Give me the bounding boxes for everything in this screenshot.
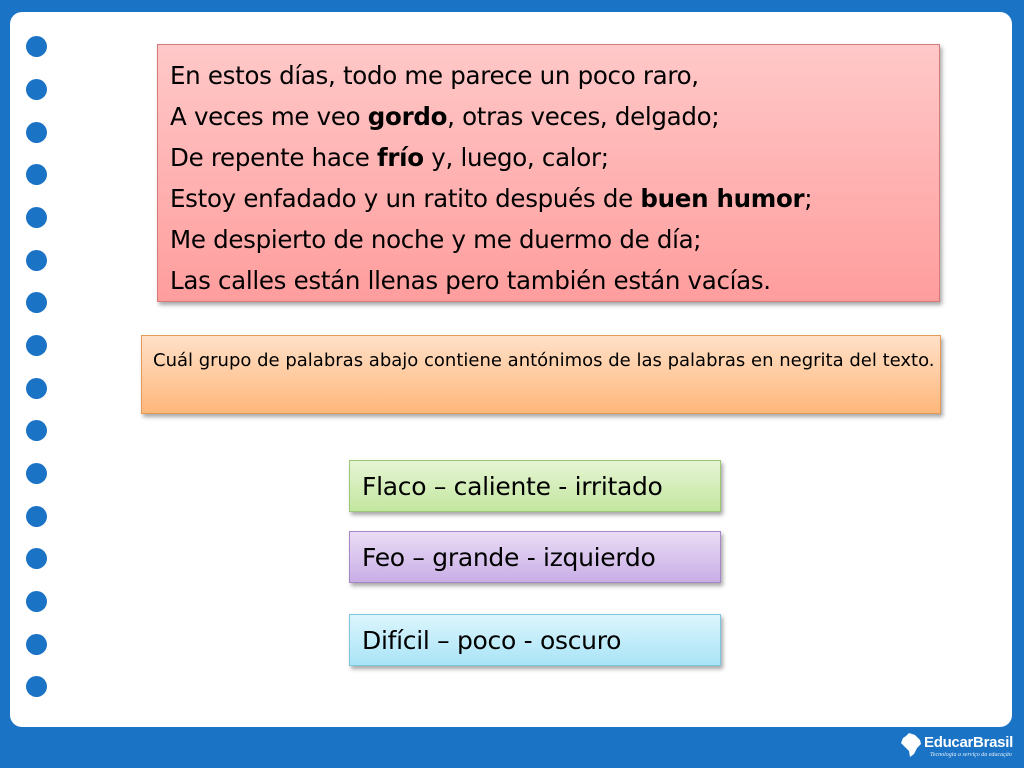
ring-dot-icon: [26, 676, 47, 697]
poem-line-2: [170, 96, 939, 137]
ring-dot-icon: [26, 463, 47, 484]
logo-tagline: Tecnologia a serviço da educação: [930, 752, 1012, 758]
poem-line-3-part-1: De repente hace: [170, 143, 378, 172]
poem-line-6: [170, 260, 939, 301]
ring-dot-icon: [26, 548, 47, 569]
brazil-map-icon: [900, 732, 922, 758]
poem-line-1: [170, 55, 939, 96]
ring-dot-icon: [26, 591, 47, 612]
ring-dot-icon: [26, 79, 47, 100]
ring-dot-icon: [26, 164, 47, 185]
poem-bold-word-buen-humor: buen humor: [640, 184, 805, 213]
poem-line-5: [170, 219, 939, 260]
answer-option-2[interactable]: [349, 531, 721, 583]
ring-dot-icon: [26, 634, 47, 655]
poem-line-3-part-3: y, luego, calor;: [423, 143, 609, 172]
educarbrasil-logo: [900, 730, 1015, 764]
logo-name: EducarBrasil: [924, 734, 1013, 751]
poem-line-5-part-1: Me despierto de noche y me duermo de día;: [170, 225, 702, 254]
answer-option-1-label: Flaco – caliente - irritado: [362, 472, 663, 501]
answer-option-1[interactable]: [349, 460, 721, 512]
question-box: [141, 335, 941, 414]
ring-dot-icon: [26, 335, 47, 356]
poem-line-1-part-1: En estos días, todo me parece un poco raro,: [170, 61, 699, 90]
question-text: Cuál grupo de palabras abajo contiene antónimos de las palabras en negrita del texto.: [153, 350, 935, 371]
poem-line-2-part-3: , otras veces, delgado;: [447, 102, 720, 131]
ring-dot-icon: [26, 292, 47, 313]
answer-option-2-label: Feo – grande - izquierdo: [362, 543, 656, 572]
ring-dot-icon: [26, 207, 47, 228]
ring-dot-icon: [26, 506, 47, 527]
ring-dot-icon: [26, 378, 47, 399]
poem-line-2-part-1: A veces me veo: [170, 102, 368, 131]
answer-option-3[interactable]: [349, 614, 721, 666]
poem-line-4: [170, 178, 939, 219]
ring-dot-icon: [26, 122, 47, 143]
poem-line-4-part-3: ;: [804, 184, 813, 213]
ring-dot-icon: [26, 420, 47, 441]
poem-line-4-part-1: Estoy enfadado y un ratito después de: [170, 184, 641, 213]
ring-dot-icon: [26, 250, 47, 271]
poem-bold-word-gordo: gordo: [367, 102, 448, 131]
poem-line-6-part-1: Las calles están llenas pero también están vacías.: [170, 266, 771, 295]
ring-dot-icon: [26, 36, 47, 57]
answer-option-3-label: Difícil – poco - oscuro: [362, 626, 622, 655]
poem-box: [157, 44, 940, 302]
poem-bold-word-frio: frío: [377, 143, 424, 172]
poem-line-3: [170, 137, 939, 178]
